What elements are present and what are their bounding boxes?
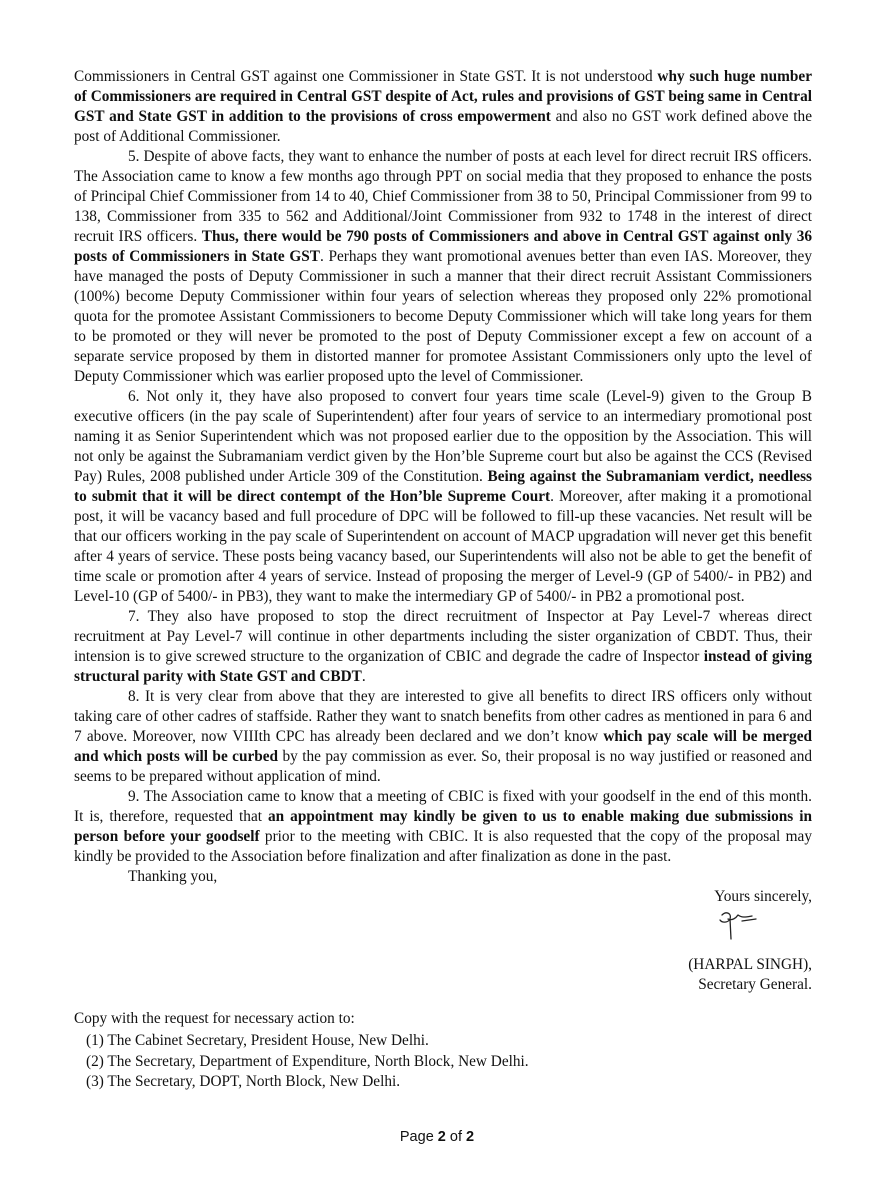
signature-mark [708,909,768,947]
text-run: and also no GST work defined above the post of Additional Commissioner. [74,108,812,145]
bold-text-run: Thus, there would be 790 posts of Commissioners and above in Central GST against only 36 posts of Commissioners in State GST [74,228,813,265]
copy-to-heading: Copy with the request for necessary action to: [74,1010,355,1027]
bold-text-run: an appointment may kindly be given to us to enable making due submissions in person before your goodself [74,808,813,845]
bold-text-run: why such huge number of Commissioners are required in Central GST despite of Act, rules and provisions of GST being same in Central GST and State GST in addition to the provisions of cross empowerment [74,68,812,125]
paragraph-8 [74,687,812,787]
list-item: (2) The Secretary, Department of Expenditure, North Block, New Delhi. [86,1052,529,1070]
closing-block [74,887,812,995]
of-word: of [449,1129,462,1145]
text-run: 7. They also have proposed to stop the direct recruitment of Inspector at Pay Level-7 whereas direct recruitment at Pay Level-7 will continue in other departments including the sister organization of CBDT. Thus, their intension is to give screwed structure to the organization of CBIC and degrade the cadre of Inspector [74,608,812,665]
text-run: 6. Not only it, they have also proposed to convert four years time scale (Level-9) given to the Group B executive officers (in the pay scale of Superintendent) after four years of service to an intermediary promotional post naming it as Senior Superintendent which was not proposed earlier due to the opposition by the Association. This will not only be against the Subramaniam verdict given by the Hon’ble Supreme court but also be against the CCS (Revised Pay) Rules, 2008 published under Article 309 of the Constitution. [74,388,812,485]
bold-text-run: instead of giving structural parity with State GST and CBDT [74,648,813,685]
signature [74,909,812,947]
text-run: 5. Despite of above facts, they want to enhance the number of posts at each level for direct recruit IRS officers. The Association came to know a few months ago through PPT on social media that they proposed to enhance the posts of Principal Chief Commissioner from 14 to 40, Chief Commissioner from 38 to 50, Principal Commissioner from 99 to 138, Commissioner from 335 to 562 and Additional/Joint Commissioner from 932 to 1748 in the interest of direct recruit IRS officers. [74,148,812,245]
text-run: prior to the meeting with CBIC. It is also requested that the copy of the proposal may kindly be provided to the Association before finalization and after finalization as done in the past. [74,828,812,865]
page-footer [0,1129,874,1145]
paragraph-6 [74,387,812,607]
paragraph-7 [74,607,812,687]
paragraph-continuation [74,67,812,147]
text-run: 9. The Association came to know that a meeting of CBIC is fixed with your goodself in the end of this month. It is, therefore, requested that [74,788,812,825]
bold-text-run: Being against the Subramaniam verdict, needless to submit that it will be direct contempt of the Hon’ble Supreme Court [74,468,812,505]
current-page-number: 2 [437,1129,446,1145]
signatory-designation: Secretary General. [698,976,812,993]
text-run: 8. It is very clear from above that they are interested to give all benefits to direct IRS officers only without taking care of other cadres of staffside. Rather they want to snatch benefits from other cadres as mentioned in para 6 and 7 above. Moreover, now VIIIth CPC has already been declared and we don’t know [74,688,812,745]
letter-body [74,67,812,1093]
bold-text-run: which pay scale will be merged and which posts will be curbed [74,728,812,765]
paragraph-5 [74,147,812,387]
page-word: Page [399,1129,434,1145]
text-run: Commissioners in Central GST against one Commissioner in State GST. It is not understood [74,68,658,85]
list-item: (3) The Secretary, DOPT, North Block, New Delhi. [86,1073,401,1090]
thanking-line: Thanking you, [128,868,218,885]
text-run: . Perhaps they want promotional avenues better than even IAS. Moreover, they have managed the posts of Deputy Commissioner in such a manner that their direct recruit Assistant Commissioners (100%) become Deputy Commissioner within four years of selection whereas they proposed only 22% promotional quota for the promotee Assistant Commissioners to become Deputy Commissioner which will take long years for them to be promoted or they will never be promoted to the post of Deputy Commissioner except a few on account of a separate service proposed by them in distorted manner for promotee Assistant Commissioners only upto the level of Deputy Commissioner which was earlier proposed upto the level of Commissioner. [74,248,812,385]
signatory-name: (HARPAL SINGH), [688,956,812,973]
text-run: . Moreover, after making it a promotional post, it will be vacancy based and full procedure of DPC will be followed to fill-up these vacancies. Net result will be that our officers working in the pay scale of Superintendent on account of MACP upgradation will never get this benefit after 4 years of service. These posts being vacancy based, our Superintendents will also not be able to get the benefit of time scale or promotion after 4 years of service. Instead of proposing the merger of Level-9 (GP of 5400/- in PB2) and Level-10 (GP of 5400/- in PB3), they want to make the intermediary GP of 5400/- in PB2 a promotional post. [74,488,812,605]
paragraph-9 [74,787,812,867]
text-run: . [361,668,366,685]
list-item: (1) The Cabinet Secretary, President House, New Delhi. [86,1032,429,1049]
total-page-number: 2 [466,1129,475,1145]
text-run: by the pay commission as ever. So, their proposal is no way justified or reasoned and seems to be prepared without application of mind. [74,748,812,785]
yours-sincerely: Yours sincerely, [714,888,812,905]
copy-to-list [74,1031,812,1093]
